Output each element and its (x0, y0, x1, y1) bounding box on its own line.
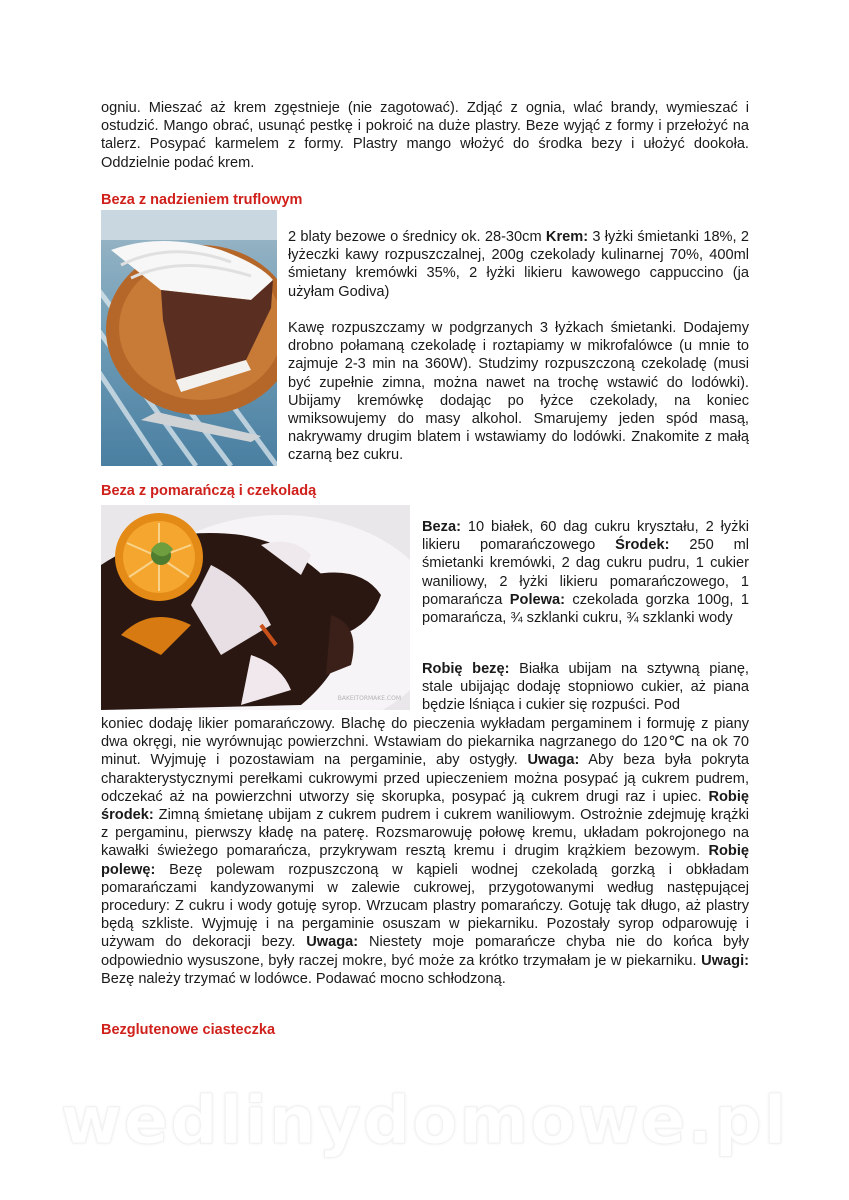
recipe1-method: Kawę rozpuszczamy w podgrzanych 3 łyżkach śmietanki. Dodajemy drobno połamaną czekoladę i roztapiamy w mikrofalówce (u mnie to zajmuje 2-3 min na 360W). Studzimy rozpuszczoną czekoladę (musi być zupełnie zimna, można nawet na trochę wstawić do lodówki). Ubijamy kremówkę dodając po łyżce czekolady, na koniec wmiksowujemy do masy alkohol. Smarujemy jeden spód masą, nakrywamy drugim blatem i wstawiamy do lodówki. Znakomite z małą czarną bez cukru. (288, 320, 749, 464)
recipe2-title: Beza z pomarańczą i czekoladą (101, 483, 317, 499)
recipe1-title: Beza z nadzieniem truflowym (101, 192, 303, 208)
recipe2-ingredients: Beza: 10 białek, 60 dag cukru kryształu, 2 łyżki likieru pomarańczowego Środek: 250 ml śmietanki kremówki, 2 dag cukru pudru, 1 cukier waniliowy, 2 łyżki likieru pomarańczowego, 1 pomarańcza Polewa: czekolada gorzka 100g, 1 pomarańcza, ¾ szklanki cukru, ¾ szklanki wody (422, 519, 750, 627)
orange-chocolate-meringue-photo (101, 505, 410, 710)
recipe3-title: Bezglutenowe ciasteczka (101, 1022, 276, 1038)
truffle-meringue-photo (101, 210, 277, 466)
photo-credit: BAKEITORMAKE.COM (337, 695, 401, 702)
intro-paragraph: ogniu. Mieszać aż krem zgęstnieje (nie zagotować). Zdjąć z ognia, wlać brandy, wymieszać i ostudzić. Mango obrać, usunąć pestkę i pokroić na duże plastry. Beze wyjąć z formy i przełożyć na talerz. Posypać karmelem z formy. Plastry mango włożyć do środka bezy i ułożyć dookoła. Oddzielnie podać krem. (101, 100, 749, 171)
recipe2-method: koniec dodaję likier pomarańczowy. Blachę do pieczenia wykładam pergaminem i formuję z piany dwa okręgi, nie wyrównując powierzchni. Wstawiam do piekarnika nagrzanego do 120℃ na ok 70 minut. Wyjmuję i pozostawiam na pergaminie, aby ostygły. Uwaga: Aby beza była pokryta charakterystycznymi perełkami cukrowymi przed upieczeniem można posypać ją cukrem pudrem, odczekać aż na powierzchni utworzy się skorupka, posypać ją cukrem drugi raz i upiec. Robię środek: Zimną śmietanę ubijam z cukrem pudrem i cukrem waniliowym. Ostrożnie zdejmuję krążki z pergaminu, pierwszy kładę na paterę. Rozsmarowuję połowę kremu, układam pokrojonego na kawałki świeżego pomarańcza, przykrywam resztą kremu i drugim krążkiem bezowym. Robię polewę: Bezę polewam rozpuszczoną w kąpieli wodnej czekoladą gorzką i obkładam pomarańczami kandyzowanymi w zalewie cukrowej, przygotowanymi według następującej procedury: Z cukru i wody gotuję syrop. Wrzucam plastry pomarańczy. Gotuję tak długo, aż plastry będą szkliste. Wyjmuję i na pergaminie osuszam w piekarniku. Pozostały syrop odparowuję i używam do dekoracji bezy. Uwaga: Niestety moje pomarańcze chyba nie do końca były odpowiednio wysuszone, były raczej mokre, być może za krótko trzymałam je w piekarniku. Uwagi: Bezę należy trzymać w lodówce. Podawać mocno schłodzoną. (101, 716, 749, 987)
recipe2-step1-intro: Robię bezę: Białka ubijam na sztywną pianę, stale ubijając dodaję stopniowo cukier, aż piana będzie lśniąca i cukier się rozpuści. Pod (422, 661, 749, 714)
site-watermark: wedlinydomowe.pl (60, 1082, 789, 1159)
recipe1-ingredients: 2 blaty bezowe o średnicy ok. 28-30cm Krem: 3 łyżki śmietanki 18%, 2 łyżeczki kawy rozpuszczalnej, 200g czekolady kulinarnej 70%, 400ml śmietany kremówki 35%, 2 łyżki likieru kawowego cappuccino (ja użyłam Godiva) (288, 229, 749, 300)
